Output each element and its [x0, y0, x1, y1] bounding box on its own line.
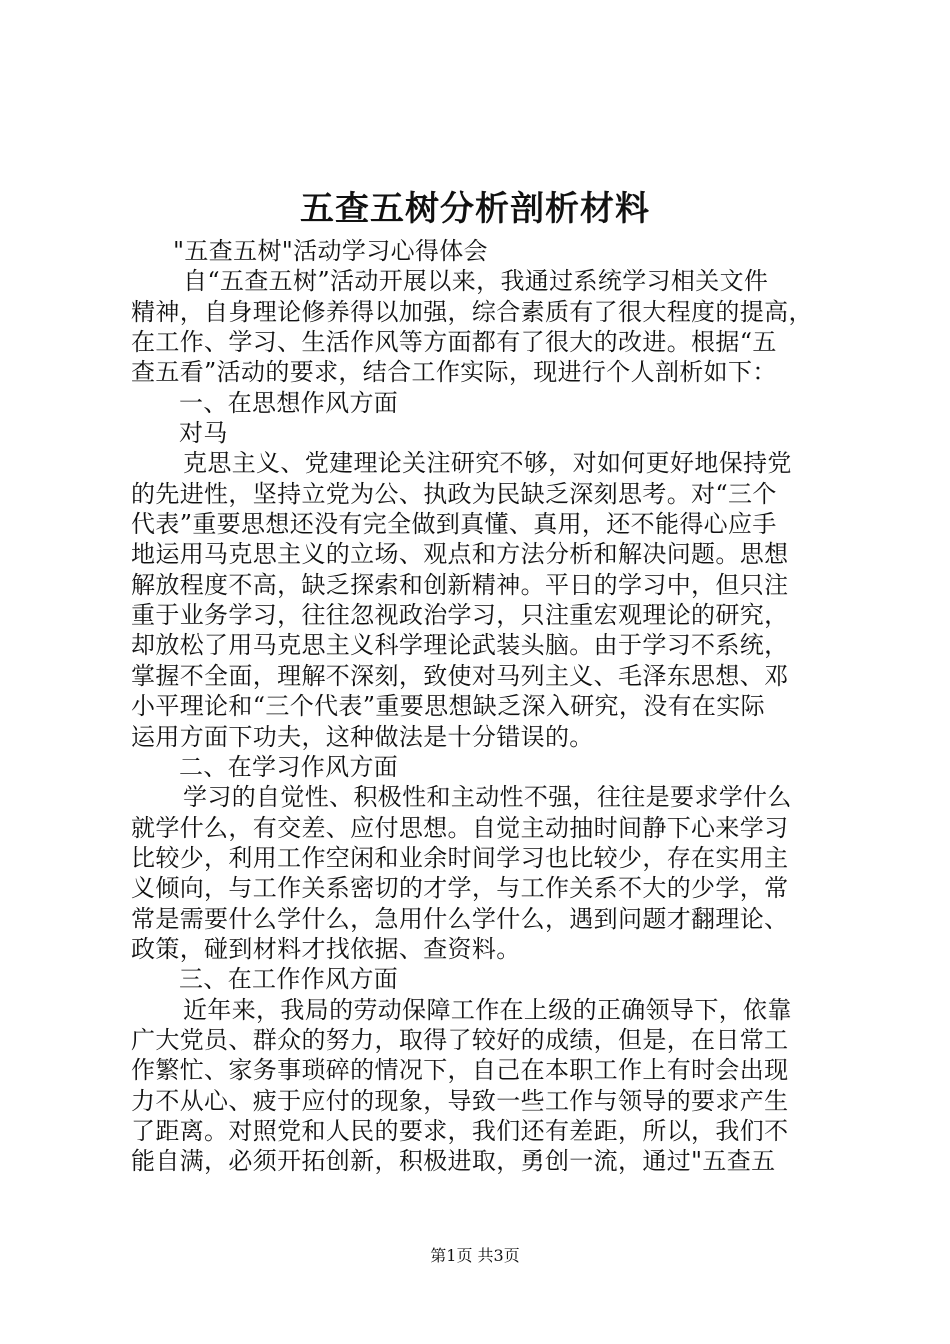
text-line: 比较少，利用工作空闲和业余时间学习也比较少，存在实用主 — [131, 843, 789, 872]
text-line: 的先进性，坚持立党为公、执政为民缺乏深刻思考。对“三个 — [131, 479, 777, 508]
text-line: 自“五查五树”活动开展以来，我通过系统学习相关文件 — [183, 267, 769, 296]
text-line: 一、在思想作风方面 — [179, 388, 399, 417]
page-footer: 第1页 共3页 — [430, 1246, 520, 1265]
text-line: 运用方面下功夫，这种做法是十分错误的。 — [131, 722, 594, 751]
text-line: 了距离。对照党和人民的要求，我们还有差距，所以，我们不 — [131, 1116, 789, 1145]
text-line: 政策，碰到材料才找依据、查资料。 — [131, 934, 521, 963]
text-line: 广大党员、群众的努力，取得了较好的成绩，但是，在日常工 — [131, 1025, 789, 1054]
text-line: 掌握不全面，理解不深刻，致使对马列主义、毛泽东思想、邓 — [131, 661, 789, 690]
text-line: 二、在学习作风方面 — [179, 752, 399, 781]
text-line: 作繁忙、家务事琐碎的情况下，自己在本职工作上有时会出现 — [131, 1056, 789, 1085]
text-line: 义倾向，与工作关系密切的才学，与工作关系不大的少学，常 — [131, 874, 789, 903]
document-title: 五查五树分析剖析材料 — [300, 189, 650, 229]
text-line: 重于业务学习，往往忽视政治学习，只注重宏观理论的研究， — [131, 601, 789, 630]
text-line: 在工作、学习、生活作风等方面都有了很大的改进。根据“五 — [131, 328, 777, 357]
text-line: 学习的自觉性、积极性和主动性不强，往往是要求学什么 — [183, 783, 792, 812]
text-line: 三、在工作作风方面 — [179, 965, 399, 994]
text-line: 对马 — [179, 419, 228, 448]
text-line: 查五看”活动的要求，结合工作实际，现进行个人剖析如下： — [131, 358, 777, 387]
document-body — [131, 236, 831, 1177]
text-line: "五查五树"活动学习心得体会 — [173, 237, 488, 265]
text-line: 代表”重要思想还没有完全做到真懂、真用，还不能得心应手 — [131, 510, 777, 539]
text-line: 近年来，我局的劳动保障工作在上级的正确领导下，依靠 — [183, 995, 792, 1024]
text-line: 力不从心、疲于应付的现象，导致一些工作与领导的要求产生 — [131, 1086, 789, 1115]
text-line: 精神，自身理论修养得以加强，综合素质有了很大程度的提高， — [131, 297, 813, 326]
text-line: 解放程度不高，缺乏探索和创新精神。平日的学习中，但只注 — [131, 570, 789, 599]
text-line: 常是需要什么学什么，急用什么学什么，遇到问题才翻理论、 — [131, 904, 789, 933]
text-line: 却放松了用马克思主义科学理论武装头脑。由于学习不系统， — [131, 631, 789, 660]
text-line: 地运用马克思主义的立场、观点和方法分析和解决问题。思想 — [131, 540, 789, 569]
text-line: 克思主义、党建理论关注研究不够，对如何更好地保持党 — [183, 449, 792, 478]
text-line: 小平理论和“三个代表”重要思想缺乏深入研究，没有在实际 — [131, 692, 765, 721]
text-line: 能自满，必须开拓创新，积极进取，勇创一流，通过"五查五 — [131, 1147, 776, 1176]
text-line: 就学什么，有交差、应付思想。自觉主动抽时间静下心来学习 — [131, 813, 789, 842]
